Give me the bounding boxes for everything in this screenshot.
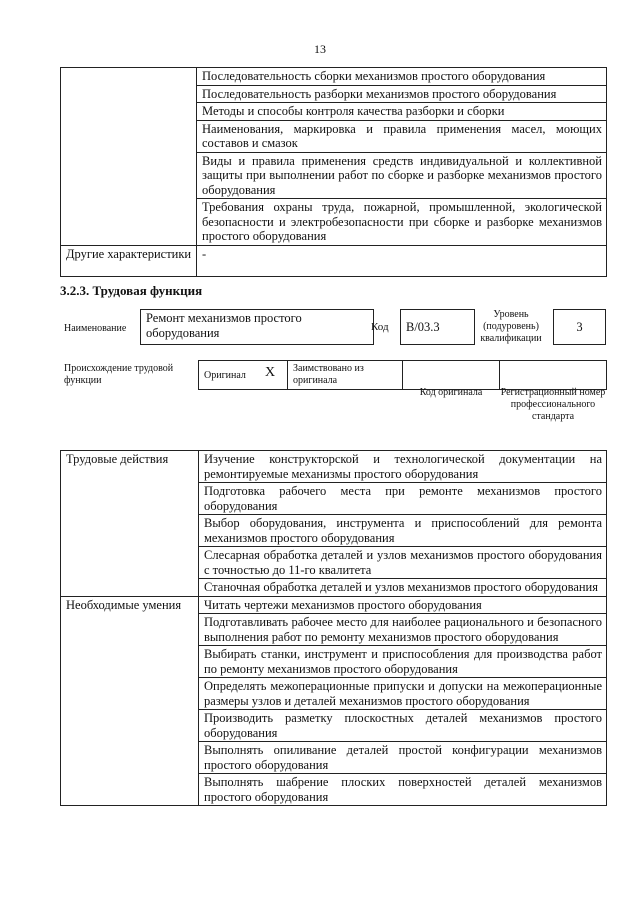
skill-row: Выполнять опиливание деталей простой конфигурации механизмов простого оборудования [199,742,607,774]
function-name: Ремонт механизмов простого оборудования [140,309,374,345]
code-original-cell [402,360,500,390]
section-title: 3.2.3. Трудовая функция [60,283,203,298]
reg-number-label: Регистрационный номер профессионального стандарта [500,387,606,422]
action-row: Слесарная обработка деталей и узлов механизмов простого оборудования с точностью до 11-го квалитета [199,547,607,579]
skill-row: Подготавливать рабочее место для наиболее рационального и безопасного выполнения работ по ремонту механизмов простого оборудования [199,614,607,646]
skills-label: Необходимые умения [61,596,199,806]
knowledge-row: Последовательность разборки механизмов простого оборудования [197,85,607,103]
knowledge-row: Методы и способы контроля качества разборки и сборки [197,103,607,121]
origin-label: Происхождение трудовой функции [64,363,174,386]
function-code: B/03.3 [400,309,475,345]
level-value: 3 [553,309,606,345]
original-cell [198,360,288,390]
function-table [60,450,607,806]
skill-row: Выполнять шабрение плоских поверхностей деталей механизмов простого оборудования [199,774,607,806]
knowledge-row: Требования охраны труда, пожарной, промышленной, экологической безопасности и электробезопасности при сборке и разборке механизмов простого оборудования [197,199,607,246]
borrowed-cell [287,360,403,390]
level-label: Уровень (подуровень) квалификации [480,309,542,344]
knowledge-label-cell [61,68,197,246]
skill-row: Производить разметку плоскостных деталей механизмов простого оборудования [199,710,607,742]
skill-row: Определять межоперационные припуски и допуски на межоперационные размеры узлов и деталей механизмов простого оборудования [199,678,607,710]
code-label: Код [371,321,389,333]
other-label: Другие характеристики [61,245,197,276]
borrowed-label: Заимствовано из оригинала [293,363,364,386]
skill-row: Выбирать станки, инструмент и приспособления для производства работ по ремонту механизмов простого оборудования [199,646,607,678]
action-row: Изучение конструкторской и технологической документации на ремонтируемые механизмы простого оборудования [199,451,607,483]
other-value: - [197,245,607,276]
actions-label: Трудовые действия [61,451,199,597]
skill-row: Читать чертежи механизмов простого оборудования [199,596,607,614]
knowledge-row: Наименования, маркировка и правила применения масел, моющих составов и смазок [197,120,607,152]
knowledge-row: Последовательность сборки механизмов простого оборудования [197,68,607,86]
action-row: Станочная обработка деталей и узлов механизмов простого оборудования [199,579,607,597]
reg-number-cell [499,360,607,390]
action-row: Подготовка рабочего места при ремонте механизмов простого оборудования [199,483,607,515]
name-label: Наименование [64,323,127,334]
knowledge-row: Виды и правила применения средств индивидуальной и коллективной защиты при выполнении работ по сборке и разборке механизмов простого оборудования [197,152,607,199]
code-original-label: Код оригинала [419,387,483,398]
original-mark: X [265,365,276,380]
original-label: Оригинал [204,370,246,381]
page-number: 13 [314,42,326,56]
knowledge-table [60,67,607,277]
action-row: Выбор оборудования, инструмента и приспособлений для ремонта механизмов простого оборудования [199,515,607,547]
